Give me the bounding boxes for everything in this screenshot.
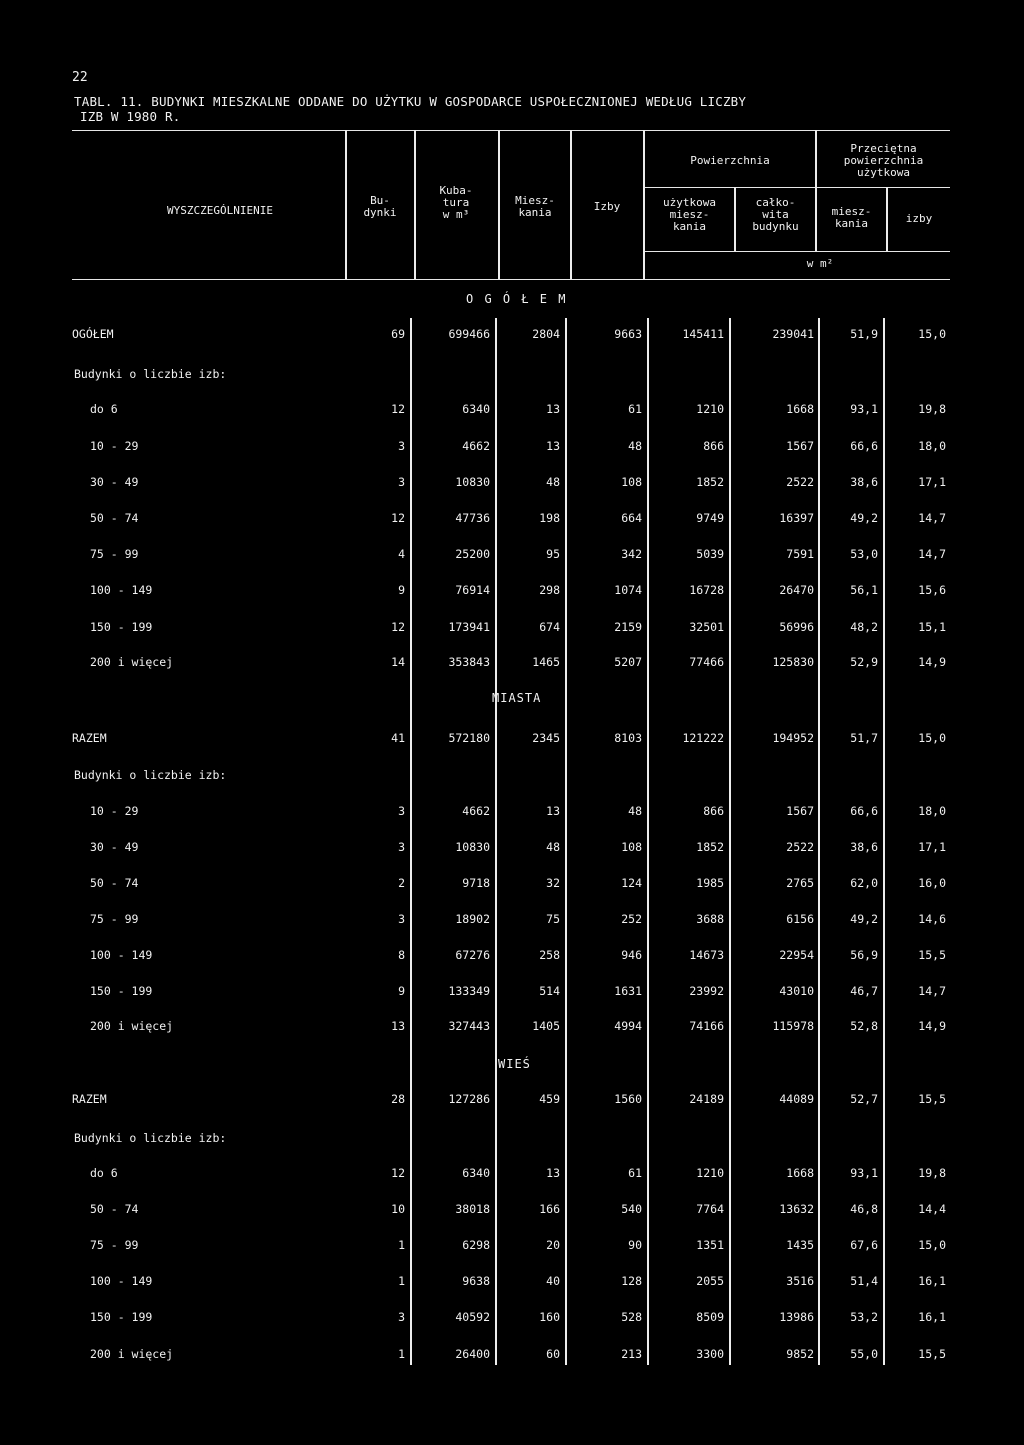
table-row <box>0 327 1024 343</box>
cell-izby: 128 <box>621 1274 642 1288</box>
cell-kubatura: 353843 <box>448 655 490 669</box>
cell-przec-mieszkania: 93,1 <box>850 1166 878 1180</box>
cell-budynki: 10 <box>391 1202 405 1216</box>
cell-izby: 4994 <box>614 1019 642 1033</box>
cell-kubatura: 6340 <box>462 402 490 416</box>
cell-przec-mieszkania: 55,0 <box>850 1347 878 1361</box>
cell-izby: 252 <box>621 912 642 926</box>
cell-przec-izby: 18,0 <box>918 804 946 818</box>
cell-przec-mieszkania: 46,8 <box>850 1202 878 1216</box>
cell-pow-uzytkowa: 74166 <box>689 1019 724 1033</box>
cell-izby: 108 <box>621 840 642 854</box>
table-row <box>0 439 1024 455</box>
cell-pow-uzytkowa: 32501 <box>689 620 724 634</box>
cell-kubatura: 4662 <box>462 439 490 453</box>
cell-pow-uzytkowa: 1351 <box>696 1238 724 1252</box>
cell-kubatura: 18902 <box>455 912 490 926</box>
cell-kubatura: 67276 <box>455 948 490 962</box>
row-label: OGÓŁEM <box>72 327 114 341</box>
cell-pow-uzytkowa: 9749 <box>696 511 724 525</box>
cell-pow-uzytkowa: 23992 <box>689 984 724 998</box>
cell-budynki: 69 <box>391 327 405 341</box>
cell-budynki: 9 <box>398 984 405 998</box>
table-title <box>74 94 746 124</box>
cell-przec-izby: 15,5 <box>918 948 946 962</box>
cell-pow-uzytkowa: 77466 <box>689 655 724 669</box>
cell-przec-mieszkania: 67,6 <box>850 1238 878 1252</box>
cell-przec-mieszkania: 49,2 <box>850 912 878 926</box>
cell-pow-calkowita: 13632 <box>779 1202 814 1216</box>
cell-kubatura: 9718 <box>462 876 490 890</box>
cell-mieszkania: 75 <box>546 912 560 926</box>
cell-przec-mieszkania: 49,2 <box>850 511 878 525</box>
table-row <box>0 912 1024 928</box>
section-wies-title: WIEŚ <box>498 1057 531 1071</box>
page-number: 22 <box>72 70 88 85</box>
table-row <box>0 655 1024 671</box>
cell-przec-mieszkania: 93,1 <box>850 402 878 416</box>
cell-pow-uzytkowa: 1985 <box>696 876 724 890</box>
subtitle-miasta: Budynki o liczbie izb: <box>74 768 227 782</box>
cell-izby: 1074 <box>614 583 642 597</box>
cell-mieszkania: 459 <box>539 1092 560 1106</box>
cell-budynki: 12 <box>391 620 405 634</box>
row-label: RAZEM <box>72 1092 107 1106</box>
cell-izby: 5207 <box>614 655 642 669</box>
cell-przec-mieszkania: 52,7 <box>850 1092 878 1106</box>
subtitle-ogolem: Budynki o liczbie izb: <box>74 367 227 381</box>
header-przecietna-mieszkania: miesz- kania <box>831 205 872 230</box>
cell-mieszkania: 258 <box>539 948 560 962</box>
cell-mieszkania: 2345 <box>532 731 560 745</box>
cell-izby: 48 <box>628 804 642 818</box>
cell-pow-uzytkowa: 121222 <box>682 731 724 745</box>
header-calkowita-budynku: całko- wita budynku <box>752 196 799 233</box>
cell-pow-calkowita: 1668 <box>786 402 814 416</box>
cell-kubatura: 6298 <box>462 1238 490 1252</box>
row-label: 30 - 49 <box>90 840 139 854</box>
cell-pow-calkowita: 1668 <box>786 1166 814 1180</box>
cell-przec-mieszkania: 62,0 <box>850 876 878 890</box>
row-label: do 6 <box>90 402 118 416</box>
cell-mieszkania: 13 <box>546 1166 560 1180</box>
cell-izby: 342 <box>621 547 642 561</box>
cell-przec-mieszkania: 56,1 <box>850 583 878 597</box>
cell-mieszkania: 166 <box>539 1202 560 1216</box>
table-row <box>0 1347 1024 1363</box>
row-label: 150 - 199 <box>90 620 153 634</box>
cell-mieszkania: 40 <box>546 1274 560 1288</box>
cell-pow-calkowita: 1567 <box>786 804 814 818</box>
table-title-line-2: IZB W 1980 R. <box>80 109 181 124</box>
cell-przec-mieszkania: 48,2 <box>850 620 878 634</box>
table-row <box>0 804 1024 820</box>
cell-budynki: 12 <box>391 511 405 525</box>
table-row <box>0 620 1024 636</box>
cell-budynki: 13 <box>391 1019 405 1033</box>
cell-budynki: 1 <box>398 1238 405 1252</box>
cell-budynki: 1 <box>398 1347 405 1361</box>
cell-kubatura: 572180 <box>448 731 490 745</box>
cell-budynki: 3 <box>398 840 405 854</box>
table-row <box>0 1238 1024 1254</box>
cell-mieszkania: 2804 <box>532 327 560 341</box>
cell-izby: 90 <box>628 1238 642 1252</box>
table-row <box>0 475 1024 491</box>
cell-mieszkania: 48 <box>546 475 560 489</box>
row-label: 200 i więcej <box>90 1347 174 1361</box>
cell-przec-izby: 16,0 <box>918 876 946 890</box>
cell-pow-calkowita: 7591 <box>786 547 814 561</box>
table-row <box>0 1274 1024 1290</box>
cell-mieszkania: 514 <box>539 984 560 998</box>
cell-przec-izby: 14,4 <box>918 1202 946 1216</box>
cell-mieszkania: 13 <box>546 804 560 818</box>
header-przecietna-powierzchnia: Przeciętna powierzchnia użytkowa <box>843 142 924 179</box>
row-label: 75 - 99 <box>90 912 139 926</box>
header-top-rule <box>72 130 950 131</box>
section-miasta-title: MIASTA <box>492 691 542 705</box>
cell-przec-izby: 19,8 <box>918 402 946 416</box>
cell-przec-mieszkania: 46,7 <box>850 984 878 998</box>
cell-mieszkania: 13 <box>546 402 560 416</box>
table-row <box>0 948 1024 964</box>
cell-pow-calkowita: 26470 <box>779 583 814 597</box>
cell-przec-izby: 17,1 <box>918 475 946 489</box>
cell-mieszkania: 20 <box>546 1238 560 1252</box>
cell-pow-uzytkowa: 7764 <box>696 1202 724 1216</box>
cell-budynki: 3 <box>398 475 405 489</box>
table-row <box>0 511 1024 527</box>
cell-izby: 664 <box>621 511 642 525</box>
row-label: 75 - 99 <box>90 547 139 561</box>
cell-mieszkania: 48 <box>546 840 560 854</box>
cell-budynki: 12 <box>391 1166 405 1180</box>
powierzchnia-rule <box>645 187 950 188</box>
cell-przec-mieszkania: 66,6 <box>850 439 878 453</box>
table-row <box>0 876 1024 892</box>
cell-pow-uzytkowa: 1210 <box>696 1166 724 1180</box>
cell-przec-mieszkania: 56,9 <box>850 948 878 962</box>
cell-budynki: 3 <box>398 804 405 818</box>
cell-pow-uzytkowa: 3688 <box>696 912 724 926</box>
cell-mieszkania: 1405 <box>532 1019 560 1033</box>
cell-przec-mieszkania: 52,9 <box>850 655 878 669</box>
header-izby: Izby <box>593 200 621 213</box>
row-label: 200 i więcej <box>90 1019 174 1033</box>
cell-pow-uzytkowa: 866 <box>703 439 724 453</box>
cell-budynki: 8 <box>398 948 405 962</box>
cell-kubatura: 4662 <box>462 804 490 818</box>
row-label: 150 - 199 <box>90 984 153 998</box>
header-bottom-rule <box>72 279 950 280</box>
row-label: 75 - 99 <box>90 1238 139 1252</box>
cell-izby: 61 <box>628 402 642 416</box>
cell-izby: 9663 <box>614 327 642 341</box>
table-row <box>0 731 1024 747</box>
table-row <box>0 547 1024 563</box>
cell-pow-uzytkowa: 1210 <box>696 402 724 416</box>
cell-przec-izby: 15,6 <box>918 583 946 597</box>
cell-budynki: 41 <box>391 731 405 745</box>
unit-rule <box>645 251 950 252</box>
table-row <box>0 402 1024 418</box>
cell-izby: 1560 <box>614 1092 642 1106</box>
cell-przec-izby: 14,7 <box>918 984 946 998</box>
cell-pow-calkowita: 1567 <box>786 439 814 453</box>
cell-kubatura: 127286 <box>448 1092 490 1106</box>
cell-izby: 540 <box>621 1202 642 1216</box>
cell-przec-izby: 15,0 <box>918 1238 946 1252</box>
cell-przec-izby: 16,1 <box>918 1274 946 1288</box>
row-label: 50 - 74 <box>90 1202 139 1216</box>
cell-budynki: 3 <box>398 1310 405 1324</box>
cell-przec-mieszkania: 51,4 <box>850 1274 878 1288</box>
cell-kubatura: 10830 <box>455 840 490 854</box>
cell-przec-izby: 15,1 <box>918 620 946 634</box>
cell-budynki: 28 <box>391 1092 405 1106</box>
cell-przec-izby: 14,7 <box>918 511 946 525</box>
cell-mieszkania: 95 <box>546 547 560 561</box>
cell-pow-calkowita: 13986 <box>779 1310 814 1324</box>
row-label: do 6 <box>90 1166 118 1180</box>
cell-przec-mieszkania: 38,6 <box>850 475 878 489</box>
cell-mieszkania: 32 <box>546 876 560 890</box>
cell-przec-mieszkania: 51,7 <box>850 731 878 745</box>
cell-izby: 61 <box>628 1166 642 1180</box>
cell-pow-uzytkowa: 1852 <box>696 475 724 489</box>
cell-pow-calkowita: 239041 <box>772 327 814 341</box>
cell-przec-mieszkania: 38,6 <box>850 840 878 854</box>
header-budynki: Bu- dynki <box>363 194 397 219</box>
cell-przec-izby: 15,5 <box>918 1347 946 1361</box>
table-row <box>0 1202 1024 1218</box>
cell-budynki: 3 <box>398 439 405 453</box>
cell-izby: 124 <box>621 876 642 890</box>
cell-mieszkania: 60 <box>546 1347 560 1361</box>
cell-kubatura: 26400 <box>455 1347 490 1361</box>
header-powierzchnia: Powierzchnia <box>690 154 770 167</box>
table-row <box>0 583 1024 599</box>
cell-przec-izby: 16,1 <box>918 1310 946 1324</box>
cell-przec-izby: 14,6 <box>918 912 946 926</box>
cell-przec-izby: 14,7 <box>918 547 946 561</box>
cell-mieszkania: 198 <box>539 511 560 525</box>
cell-przec-izby: 15,0 <box>918 731 946 745</box>
table-row <box>0 840 1024 856</box>
cell-kubatura: 699466 <box>448 327 490 341</box>
row-label: 200 i więcej <box>90 655 174 669</box>
cell-kubatura: 133349 <box>448 984 490 998</box>
cell-pow-calkowita: 125830 <box>772 655 814 669</box>
cell-pow-uzytkowa: 1852 <box>696 840 724 854</box>
cell-pow-uzytkowa: 145411 <box>682 327 724 341</box>
cell-budynki: 12 <box>391 402 405 416</box>
cell-pow-calkowita: 2522 <box>786 840 814 854</box>
cell-kubatura: 173941 <box>448 620 490 634</box>
cell-pow-calkowita: 2522 <box>786 475 814 489</box>
cell-budynki: 4 <box>398 547 405 561</box>
cell-przec-izby: 15,0 <box>918 327 946 341</box>
cell-mieszkania: 13 <box>546 439 560 453</box>
cell-przec-izby: 18,0 <box>918 439 946 453</box>
cell-przec-mieszkania: 52,8 <box>850 1019 878 1033</box>
cell-kubatura: 76914 <box>455 583 490 597</box>
cell-budynki: 1 <box>398 1274 405 1288</box>
table-row <box>0 1310 1024 1326</box>
cell-mieszkania: 1465 <box>532 655 560 669</box>
cell-pow-uzytkowa: 8509 <box>696 1310 724 1324</box>
cell-mieszkania: 674 <box>539 620 560 634</box>
cell-przec-izby: 17,1 <box>918 840 946 854</box>
row-label: 100 - 149 <box>90 948 153 962</box>
cell-pow-uzytkowa: 3300 <box>696 1347 724 1361</box>
row-label: 10 - 29 <box>90 439 139 453</box>
row-label: 50 - 74 <box>90 511 139 525</box>
row-label: 10 - 29 <box>90 804 139 818</box>
cell-pow-uzytkowa: 24189 <box>689 1092 724 1106</box>
cell-przec-izby: 14,9 <box>918 1019 946 1033</box>
cell-pow-calkowita: 2765 <box>786 876 814 890</box>
cell-kubatura: 6340 <box>462 1166 490 1180</box>
cell-izby: 48 <box>628 439 642 453</box>
cell-izby: 213 <box>621 1347 642 1361</box>
cell-pow-uzytkowa: 866 <box>703 804 724 818</box>
cell-przec-izby: 14,9 <box>918 655 946 669</box>
row-label: 50 - 74 <box>90 876 139 890</box>
cell-pow-calkowita: 194952 <box>772 731 814 745</box>
cell-pow-calkowita: 16397 <box>779 511 814 525</box>
subtitle-wies: Budynki o liczbie izb: <box>74 1131 227 1145</box>
cell-izby: 2159 <box>614 620 642 634</box>
cell-przec-mieszkania: 53,2 <box>850 1310 878 1324</box>
header-wyszczegolnienie: WYSZCZEGÓLNIENIE <box>167 204 273 217</box>
cell-izby: 528 <box>621 1310 642 1324</box>
cell-pow-calkowita: 3516 <box>786 1274 814 1288</box>
cell-pow-calkowita: 6156 <box>786 912 814 926</box>
cell-pow-calkowita: 44089 <box>779 1092 814 1106</box>
table-row <box>0 984 1024 1000</box>
table-row <box>0 1166 1024 1182</box>
header-unit: w m² <box>806 257 834 270</box>
cell-izby: 946 <box>621 948 642 962</box>
cell-budynki: 14 <box>391 655 405 669</box>
cell-pow-calkowita: 9852 <box>786 1347 814 1361</box>
cell-pow-uzytkowa: 2055 <box>696 1274 724 1288</box>
header-kubatura: Kuba- tura w m³ <box>439 184 473 221</box>
cell-przec-izby: 15,5 <box>918 1092 946 1106</box>
header-uzytkowa-mieszkania: użytkowa miesz- kania <box>663 196 716 233</box>
row-label: 100 - 149 <box>90 583 153 597</box>
cell-przec-mieszkania: 51,9 <box>850 327 878 341</box>
cell-kubatura: 9638 <box>462 1274 490 1288</box>
cell-izby: 8103 <box>614 731 642 745</box>
cell-kubatura: 40592 <box>455 1310 490 1324</box>
cell-przec-mieszkania: 53,0 <box>850 547 878 561</box>
cell-pow-uzytkowa: 14673 <box>689 948 724 962</box>
cell-izby: 108 <box>621 475 642 489</box>
header-mieszkania: Miesz- kania <box>515 194 555 219</box>
cell-budynki: 9 <box>398 583 405 597</box>
row-label: 150 - 199 <box>90 1310 153 1324</box>
section-ogolem-title: O G Ó Ł E M <box>466 292 568 306</box>
table-row <box>0 1092 1024 1108</box>
cell-pow-uzytkowa: 16728 <box>689 583 724 597</box>
cell-mieszkania: 298 <box>539 583 560 597</box>
header-przecietna-izby: izby <box>905 212 933 225</box>
cell-kubatura: 327443 <box>448 1019 490 1033</box>
table-title-line-1: TABL. 11. BUDYNKI MIESZKALNE ODDANE DO UŻYTKU W GOSPODARCE USPOŁECZNIONEJ WEDŁUG LICZBY <box>74 94 747 109</box>
cell-mieszkania: 160 <box>539 1310 560 1324</box>
cell-izby: 1631 <box>614 984 642 998</box>
cell-budynki: 2 <box>398 876 405 890</box>
cell-kubatura: 47736 <box>455 511 490 525</box>
cell-przec-izby: 19,8 <box>918 1166 946 1180</box>
cell-pow-calkowita: 1435 <box>786 1238 814 1252</box>
cell-pow-calkowita: 43010 <box>779 984 814 998</box>
cell-pow-calkowita: 56996 <box>779 620 814 634</box>
cell-pow-calkowita: 22954 <box>779 948 814 962</box>
cell-kubatura: 10830 <box>455 475 490 489</box>
table-row <box>0 1019 1024 1035</box>
cell-budynki: 3 <box>398 912 405 926</box>
row-label: 30 - 49 <box>90 475 139 489</box>
cell-kubatura: 38018 <box>455 1202 490 1216</box>
cell-pow-calkowita: 115978 <box>772 1019 814 1033</box>
row-label: 100 - 149 <box>90 1274 153 1288</box>
row-label: RAZEM <box>72 731 107 745</box>
cell-przec-mieszkania: 66,6 <box>850 804 878 818</box>
cell-kubatura: 25200 <box>455 547 490 561</box>
cell-pow-uzytkowa: 5039 <box>696 547 724 561</box>
